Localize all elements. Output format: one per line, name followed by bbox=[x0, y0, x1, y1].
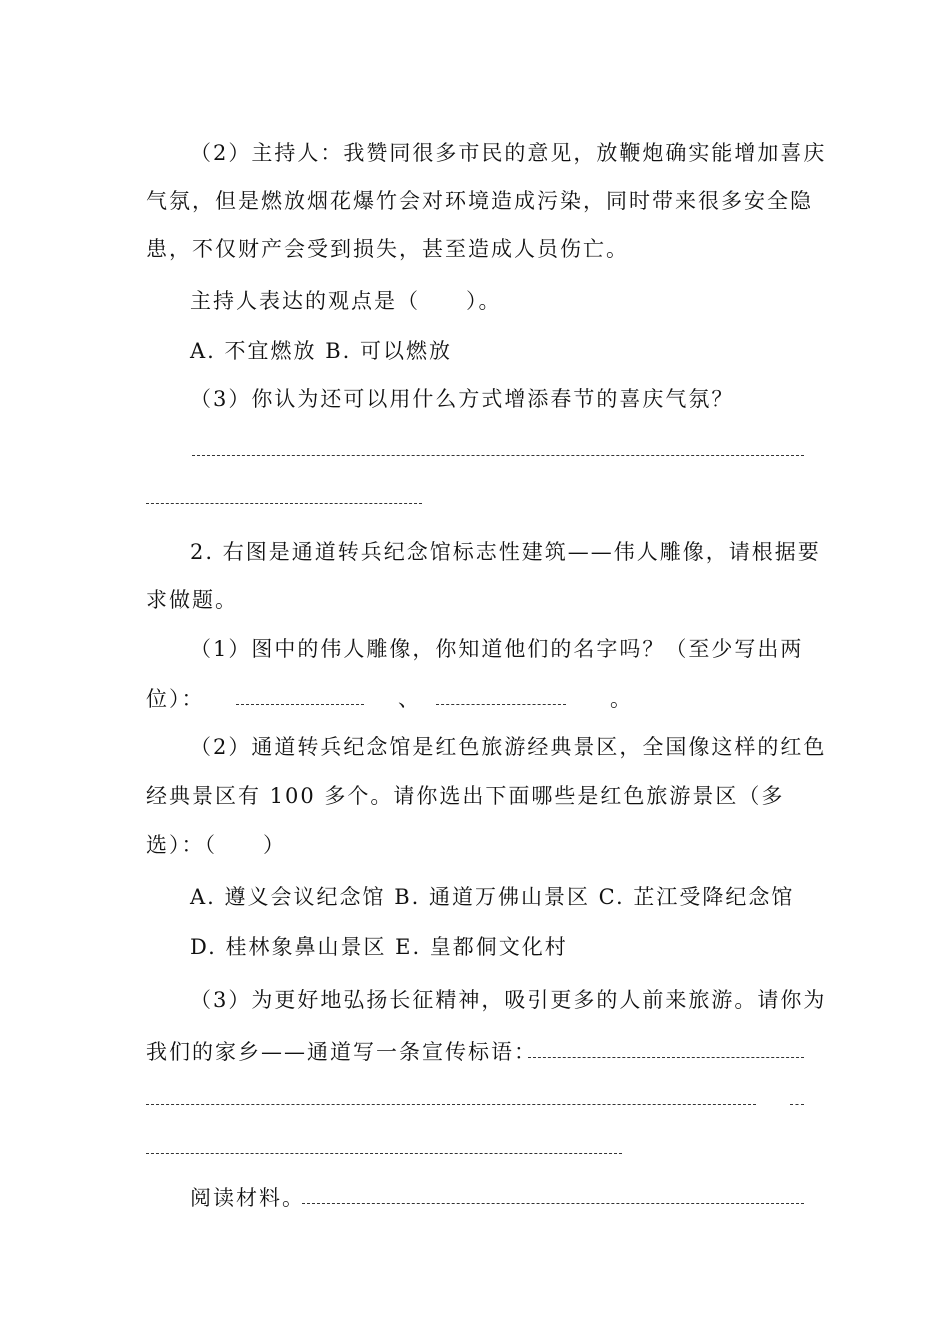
q1-2-line2: 气氛，但是燃放烟花爆竹会对环境造成污染，同时带来很多安全隐 bbox=[146, 189, 813, 213]
q2-1-period: 。 bbox=[610, 687, 633, 711]
q1-3-question: （3）你认为还可以用什么方式增添春节的喜庆气氛？ bbox=[190, 387, 735, 411]
q2-2-line2: 经典景区有 100 多个。请你选出下面哪些是红色旅游景区（多 bbox=[146, 784, 785, 808]
name-answer-line-2[interactable] bbox=[436, 704, 566, 705]
slogan-answer-line[interactable] bbox=[528, 1057, 804, 1058]
name-answer-line-1[interactable] bbox=[236, 704, 364, 705]
answer-line[interactable] bbox=[192, 455, 804, 456]
slogan-answer-line[interactable] bbox=[146, 1104, 756, 1105]
q1-2-line1: （2）主持人：我赞同很多市民的意见，放鞭炮确实能增加喜庆 bbox=[190, 141, 827, 165]
slogan-answer-line[interactable] bbox=[146, 1153, 622, 1154]
q2-2-line3: 选）：（ ） bbox=[146, 833, 286, 857]
q2-intro-line2: 求做题。 bbox=[146, 588, 238, 612]
q2-3-line2: 我们的家乡——通道写一条宣传标语： bbox=[146, 1040, 537, 1064]
q2-2-options-row2: D. 桂林象鼻山景区 E. 皇都侗文化村 bbox=[190, 935, 568, 959]
q2-1-line2-label: 位）： bbox=[146, 687, 205, 711]
reading-label: 阅读材料。 bbox=[190, 1186, 305, 1210]
q2-1-line1: （1）图中的伟人雕像，你知道他们的名字吗？（至少写出两 bbox=[190, 637, 804, 661]
q1-2-question: 主持人表达的观点是（ ）。 bbox=[190, 289, 502, 313]
q2-2-line1: （2）通道转兵纪念馆是红色旅游经典景区，全国像这样的红色 bbox=[190, 735, 827, 759]
q2-3-line1: （3）为更好地弘扬长征精神，吸引更多的人前来旅游。请你为 bbox=[190, 988, 827, 1012]
q1-2-options: A. 不宜燃放 B. 可以燃放 bbox=[190, 339, 452, 363]
reading-line[interactable] bbox=[302, 1203, 804, 1204]
q2-intro-line1: 2. 右图是通道转兵纪念馆标志性建筑——伟人雕像，请根据要 bbox=[190, 540, 821, 564]
answer-line[interactable] bbox=[146, 503, 422, 504]
slogan-answer-line[interactable] bbox=[790, 1104, 804, 1105]
q2-2-options-row1: A. 遵义会议纪念馆 B. 通道万佛山景区 C. 芷江受降纪念馆 bbox=[190, 885, 795, 909]
q2-1-separator: 、 bbox=[398, 687, 421, 711]
q1-2-line3: 患，不仅财产会受到损失，甚至造成人员伤亡。 bbox=[146, 237, 629, 261]
